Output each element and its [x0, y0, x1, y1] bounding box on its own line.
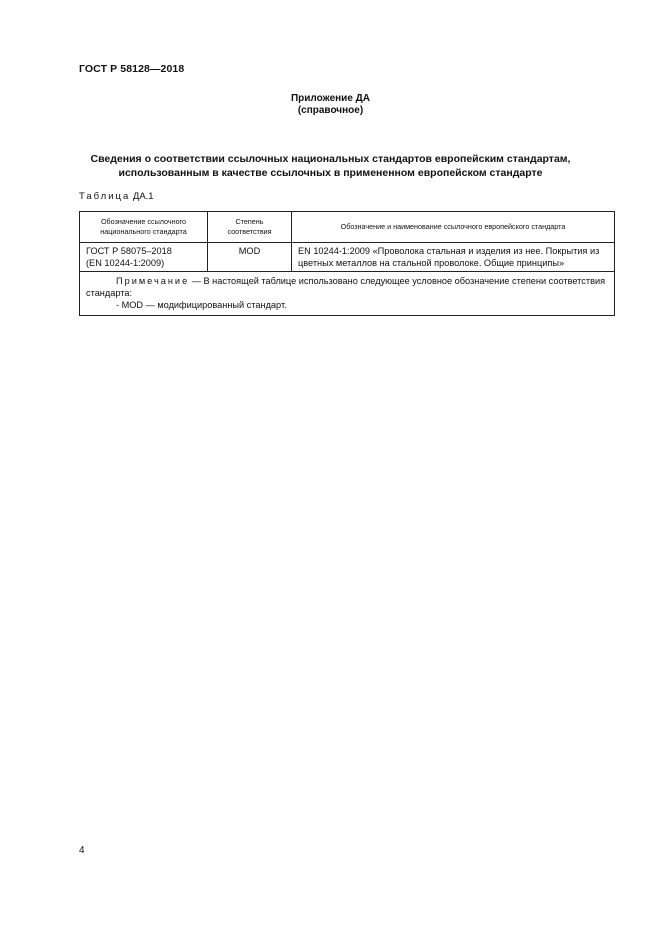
table-caption-word: Таблица — [79, 191, 131, 202]
note-item: - MOD — модифицированный стандарт. — [116, 300, 287, 310]
note-label: Примечание — [116, 276, 190, 286]
table-note-row — [80, 272, 615, 316]
note-text-block — [86, 275, 608, 299]
cell-degree: MOD — [208, 243, 292, 272]
appendix-title: Приложение ДА — [290, 93, 371, 104]
heading-line-1: Сведения о соответствии ссылочных национальных стандартов европейским стандартам, — [90, 153, 571, 165]
header-national-standard: Обозначение ссылочного национального стандарта — [80, 212, 208, 243]
table-header-row — [80, 212, 615, 243]
note-text: — В настоящей таблице использовано следующее условное обозначение степени соответствия стандарта: — [86, 276, 606, 298]
header-degree: Степень соответствия — [208, 212, 292, 243]
document-code: ГОСТ Р 58128—2018 — [79, 63, 185, 75]
appendix-type: (справочное) — [297, 105, 364, 116]
section-heading — [70, 152, 591, 180]
table-caption-number: ДА.1 — [132, 191, 154, 202]
header-european-standard: Обозначение и наименование ссылочного европейского стандарта — [292, 212, 615, 243]
national-standard-code: ГОСТ Р 58075–2018 — [86, 246, 172, 256]
national-standard-equivalent: (EN 10244-1:2009) — [86, 258, 165, 268]
table-caption — [79, 191, 154, 202]
heading-line-2: использованным в качестве ссылочных в примененном европейском стандарте — [118, 167, 543, 179]
cell-national-standard — [80, 243, 208, 272]
cell-european-standard: EN 10244-1:2009 «Проволока стальная и изделия из нее. Покрытия из цветных металлов на стальной проволоке. Общие принципы» — [292, 243, 615, 272]
page-number: 4 — [79, 845, 85, 856]
cell-note — [80, 272, 615, 316]
table-row — [80, 243, 615, 272]
appendix-header — [0, 93, 661, 117]
reference-table — [79, 211, 615, 316]
